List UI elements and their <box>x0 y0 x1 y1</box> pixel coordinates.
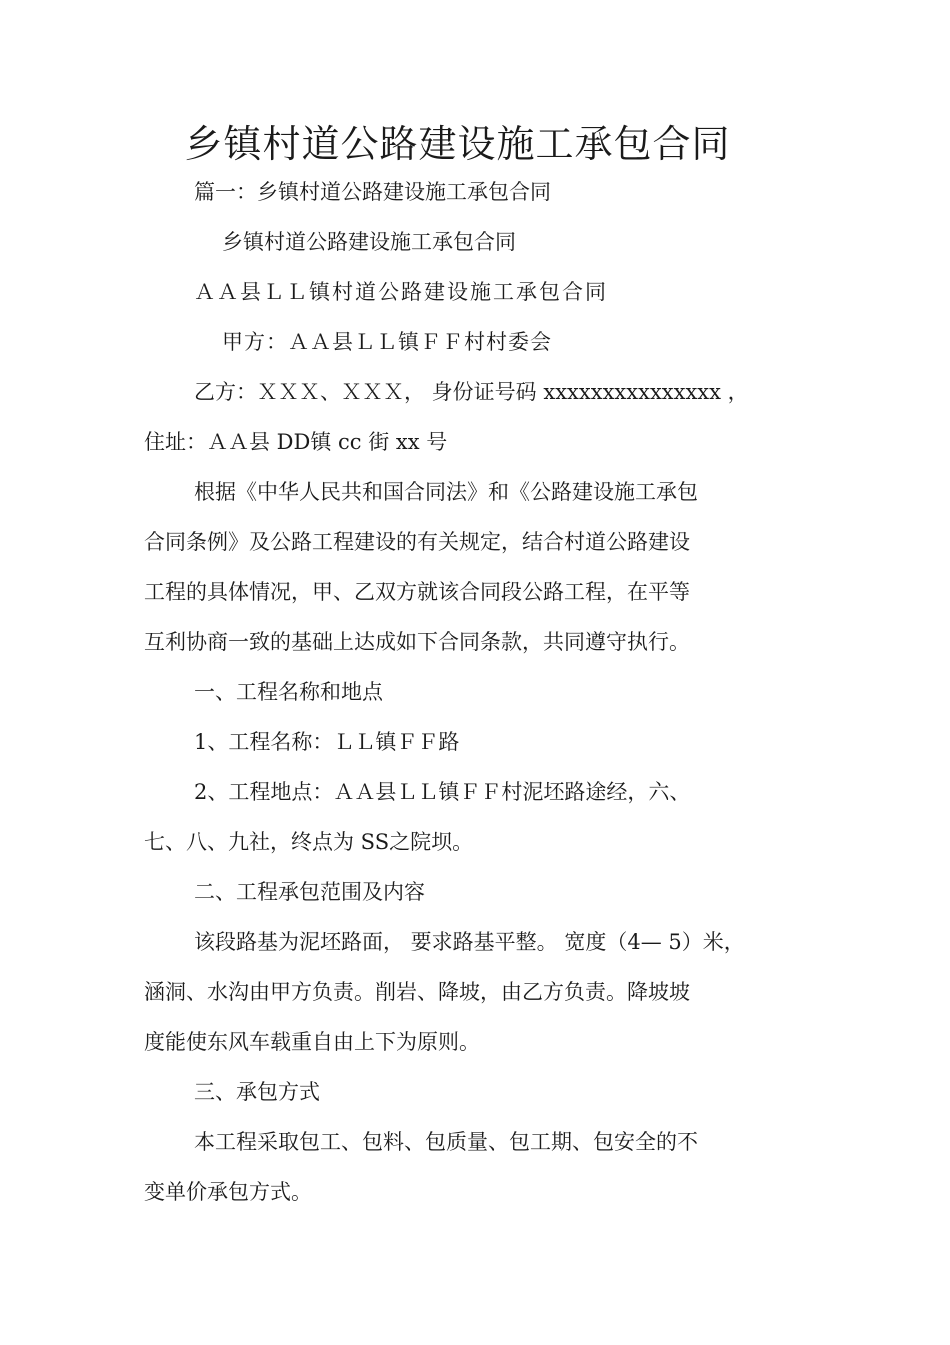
preamble-line-2: 合同条例》及公路工程建设的有关规定，结合村道公路建设 <box>144 530 690 554</box>
section-1-heading: 一、工程名称和地点 <box>194 680 383 704</box>
project-location-line-2: 七、八、九社，终点为 SS之院坝。 <box>144 830 474 854</box>
contract-subtitle: 乡镇村道公路建设施工承包合同 <box>222 230 516 254</box>
contract-method-line-1: 本工程采取包工、包料、包质量、包工期、包安全的不 <box>194 1130 698 1154</box>
project-name: 1、工程名称：ＬＬ镇ＦＦ路 <box>194 730 460 754</box>
party-b-address: 住址：ＡＡ县 DD镇 cc 街 xx 号 <box>144 430 448 454</box>
party-b: 乙方：ＸＸＸ、ＸＸＸ， 身份证号码 xxxxxxxxxxxxxxx ， <box>194 380 749 404</box>
scope-line-1: 该段路基为泥坯路面， 要求路基平整。 宽度（4— 5）米， <box>194 930 745 954</box>
preamble-line-3: 工程的具体情况，甲、乙双方就该合同段公路工程，在平等 <box>144 580 690 604</box>
contract-method-line-2: 变单价承包方式。 <box>144 1180 312 1204</box>
document-title: 乡镇村道公路建设施工承包合同 <box>184 122 731 166</box>
scope-line-3: 度能使东风车载重自由上下为原则。 <box>144 1030 480 1054</box>
section-3-heading: 三、承包方式 <box>194 1080 320 1104</box>
preamble-line-4: 互利协商一致的基础上达成如下合同条款，共同遵守执行。 <box>144 630 690 654</box>
preamble-line-1: 根据《中华人民共和国合同法》和《公路建设施工承包 <box>194 480 698 504</box>
party-a: 甲方：ＡＡ县ＬＬ镇ＦＦ村村委会 <box>222 330 552 354</box>
section-2-heading: 二、工程承包范围及内容 <box>194 880 425 904</box>
chapter-heading: 篇一：乡镇村道公路建设施工承包合同 <box>194 180 551 204</box>
project-location-line-1: 2、工程地点：ＡＡ县ＬＬ镇ＦＦ村泥坯路途经，六、 <box>194 780 691 804</box>
scope-line-2: 涵洞、水沟由甲方负责。削岩、降坡，由乙方负责。降坡坡 <box>144 980 690 1004</box>
contract-full-name: ＡＡ县ＬＬ镇村道公路建设施工承包合同 <box>194 280 608 304</box>
